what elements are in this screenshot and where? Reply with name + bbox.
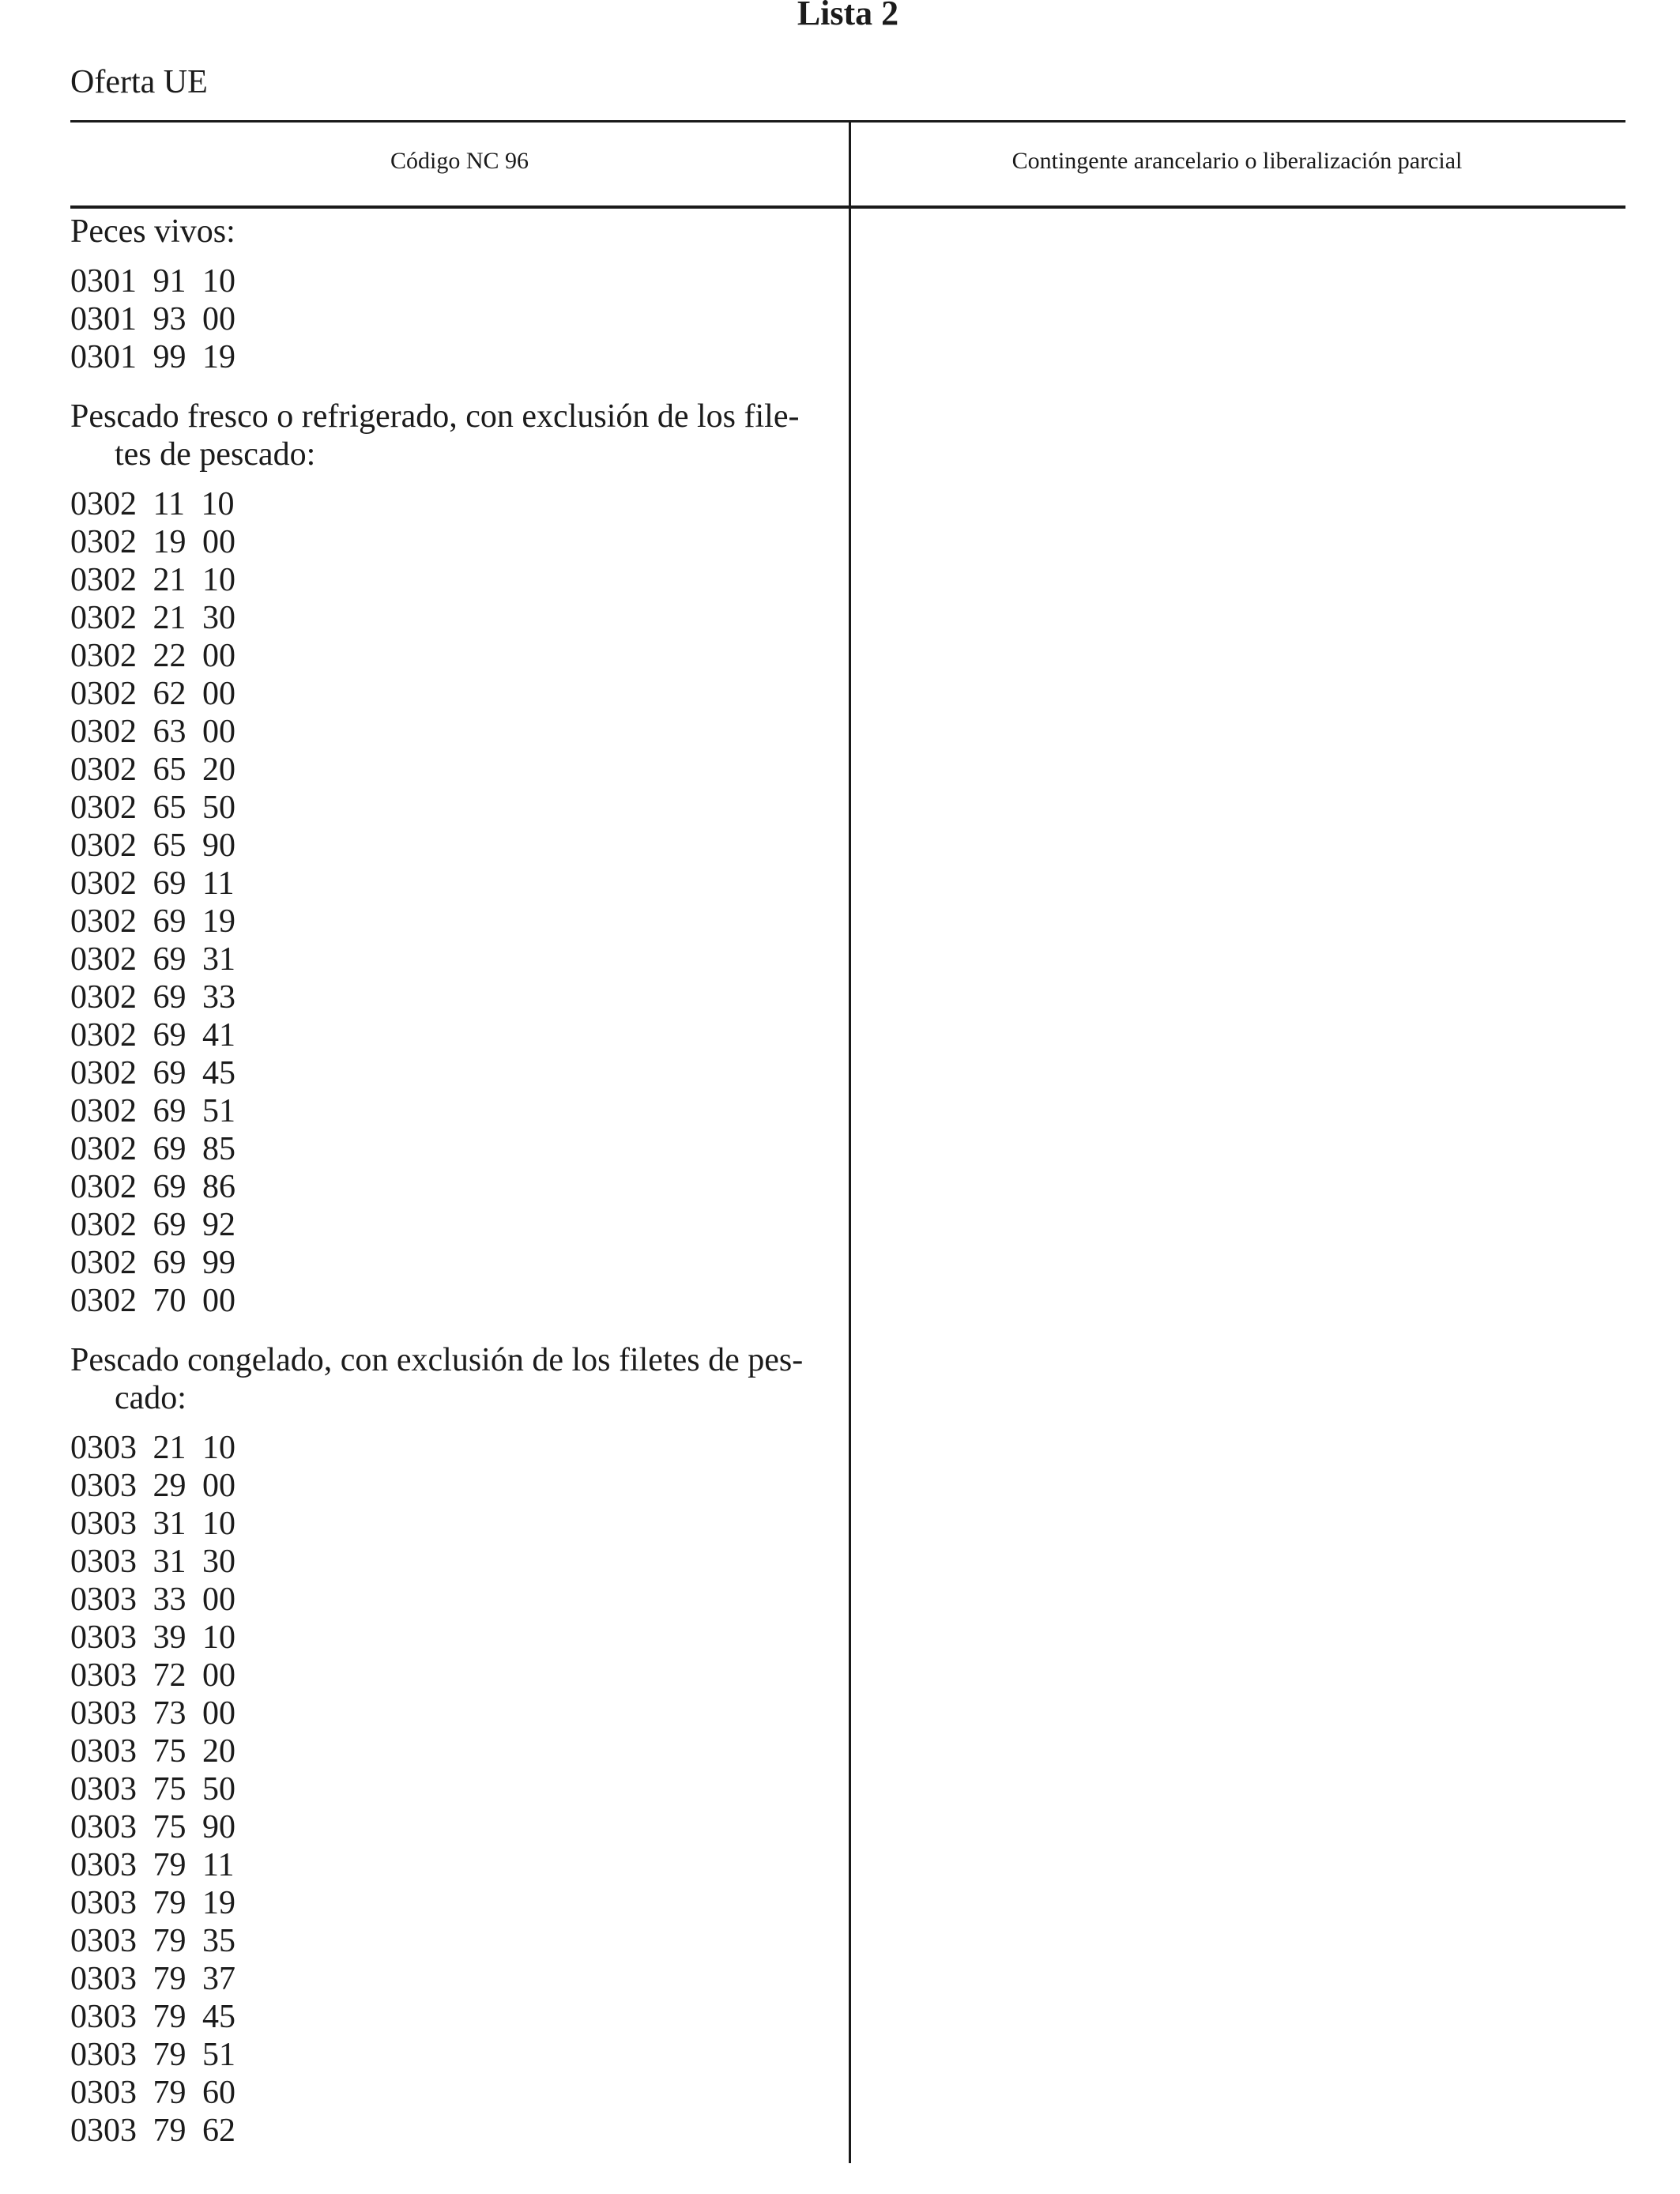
code-row: 0303 39 10: [70, 1619, 235, 1656]
section-heading: [70, 1341, 849, 1417]
section-heading: [70, 213, 849, 251]
code-row: 0302 65 50: [70, 790, 235, 826]
code-row: 0302 69 11: [70, 865, 235, 902]
code-row: 0303 75 90: [70, 1809, 235, 1845]
section-heading: [70, 398, 849, 473]
code-row: 0302 21 10: [70, 562, 235, 598]
code-row: 0302 69 99: [70, 1245, 235, 1281]
code-row: 0302 69 45: [70, 1055, 235, 1091]
code-row: 0303 29 00: [70, 1468, 235, 1504]
code-row: 0302 21 30: [70, 600, 235, 636]
code-row: 0302 70 00: [70, 1283, 235, 1319]
code-list: [70, 485, 849, 1320]
code-row: 0303 31 10: [70, 1506, 235, 1542]
table-top-rule: [70, 120, 1625, 123]
code-row: 0303 79 35: [70, 1923, 235, 1959]
code-row: 0303 79 45: [70, 1999, 235, 2035]
code-row: 0302 65 20: [70, 752, 235, 788]
code-row: 0303 79 11: [70, 1847, 235, 1883]
code-row: 0301 93 00: [70, 301, 235, 337]
code-row: 0303 79 19: [70, 1885, 235, 1921]
code-row: 0302 11 10: [70, 486, 235, 522]
code-row: 0303 31 30: [70, 1544, 235, 1580]
table-section: [70, 213, 849, 376]
code-list: [70, 1429, 849, 2150]
section-heading-line: Pescado fresco o refrigerado, con exclusión de los file-: [70, 398, 800, 435]
page-subtitle: Oferta UE: [70, 64, 208, 100]
code-row: 0303 79 51: [70, 2037, 235, 2073]
column-header-codigo-nc-96: Código NC 96: [390, 148, 529, 174]
code-row: 0302 69 92: [70, 1207, 235, 1243]
table-section: [70, 398, 849, 1320]
code-row: 0303 72 00: [70, 1657, 235, 1694]
code-row: 0302 69 85: [70, 1131, 235, 1167]
code-row: 0303 21 10: [70, 1430, 235, 1466]
code-row: 0303 79 37: [70, 1961, 235, 1997]
section-heading-line: Pescado congelado, con exclusión de los filetes de pes-: [70, 1342, 804, 1378]
code-row: 0302 63 00: [70, 714, 235, 750]
code-row: 0302 19 00: [70, 524, 235, 560]
code-row: 0302 65 90: [70, 827, 235, 864]
section-heading-line: Peces vivos:: [70, 213, 235, 250]
code-row: 0302 69 19: [70, 903, 235, 940]
code-row: 0303 79 62: [70, 2113, 235, 2149]
code-row: 0303 73 00: [70, 1695, 235, 1732]
code-row: 0303 75 50: [70, 1771, 235, 1808]
code-row: 0303 33 00: [70, 1581, 235, 1618]
code-column-content: [70, 205, 849, 2150]
code-row: 0302 69 33: [70, 979, 235, 1016]
code-row: 0303 75 20: [70, 1733, 235, 1770]
code-row: 0301 91 10: [70, 263, 235, 300]
code-list: [70, 262, 849, 376]
page-title: Lista 2: [797, 0, 899, 32]
section-heading-line: cado:: [115, 1380, 186, 1416]
code-row: 0302 62 00: [70, 676, 235, 712]
code-row: 0302 69 41: [70, 1017, 235, 1054]
code-row: 0302 69 31: [70, 941, 235, 978]
right-column-cell: [851, 209, 1625, 2163]
code-row: 0302 69 86: [70, 1169, 235, 1205]
table-section: [70, 1341, 849, 2150]
code-row: 0303 79 60: [70, 2075, 235, 2111]
code-row: 0302 69 51: [70, 1093, 235, 1129]
code-row: 0302 22 00: [70, 638, 235, 674]
column-header-contingente: Contingente arancelario o liberalización parcial: [1011, 148, 1463, 174]
code-row: 0301 99 19: [70, 339, 235, 375]
section-heading-line: tes de pescado:: [115, 436, 316, 473]
